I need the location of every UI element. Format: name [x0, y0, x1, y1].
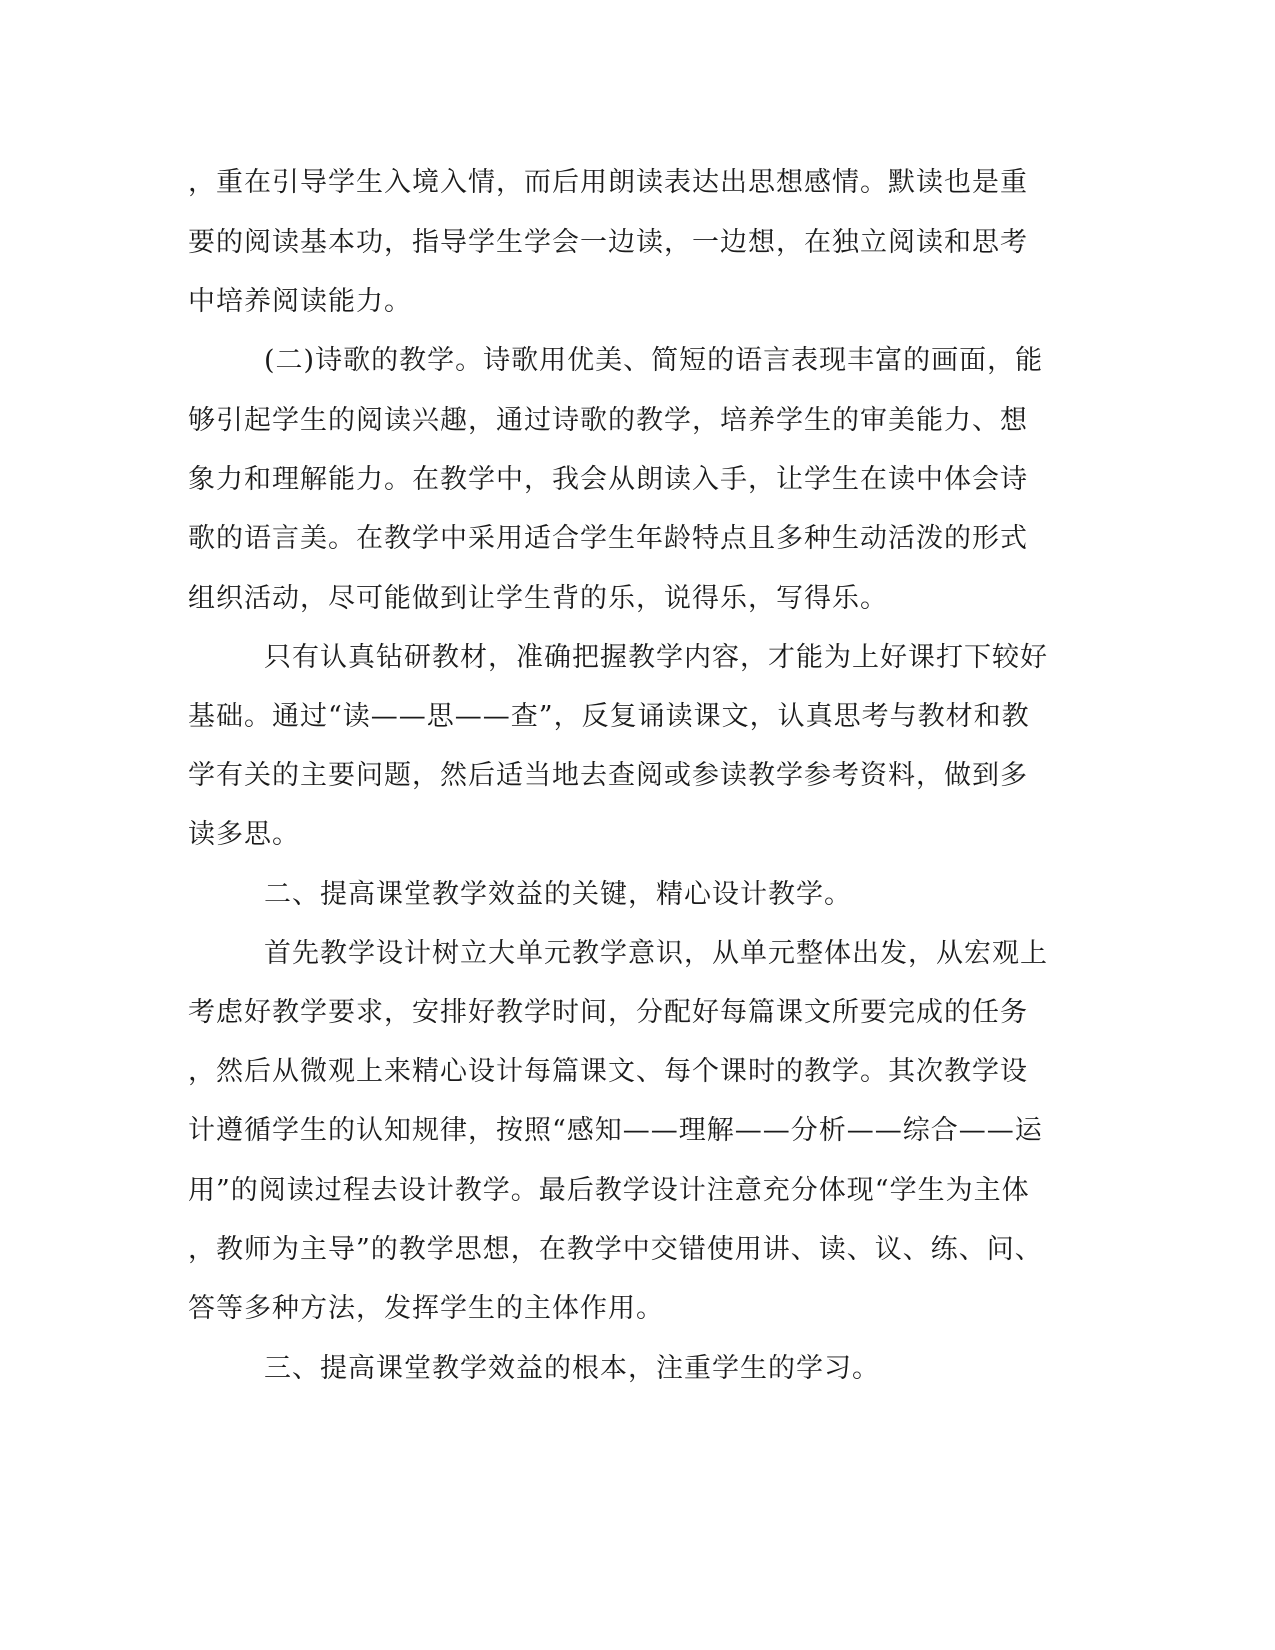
text-line: 要的阅读基本功，指导学生学会一边读，一边想，在独立阅读和思考	[188, 227, 1028, 258]
text-line: 用”的阅读过程去设计教学。最后教学设计注意充分体现“学生为主体	[188, 1175, 1030, 1206]
text-line: 组织活动，尽可能做到让学生背的乐，说得乐，写得乐。	[188, 583, 888, 614]
text-line: 歌的语言美。在教学中采用适合学生年龄特点且多种生动活泼的形式	[188, 523, 1028, 554]
section-heading: 二、提高课堂教学效益的关键，精心设计教学。	[264, 879, 852, 910]
paragraph-start-line: 只有认真钻研教材，准确把握教学内容，才能为上好课打下较好	[264, 642, 1048, 673]
text-line: ，重在引导学生入境入情，而后用朗读表达出思想感情。默读也是重	[188, 167, 1028, 198]
text-line: ，教师为主导”的教学思想，在教学中交错使用讲、读、议、练、问、	[188, 1234, 1043, 1265]
paragraph-start-line: 首先教学设计树立大单元教学意识，从单元整体出发，从宏观上	[264, 938, 1048, 969]
paragraph-start-line: (二)诗歌的教学。诗歌用优美、简短的语言表现丰富的画面，能	[264, 345, 1044, 376]
text-line: 中培养阅读能力。	[188, 286, 412, 317]
text-line: 答等多种方法，发挥学生的主体作用。	[188, 1293, 664, 1324]
text-line: 基础。通过“读——思——查”，反复诵读课文，认真思考与教材和教	[188, 701, 1030, 732]
text-line: 计遵循学生的认知规律，按照“感知——理解——分析——综合——运	[188, 1115, 1043, 1146]
text-line: 够引起学生的阅读兴趣，通过诗歌的教学，培养学生的审美能力、想	[188, 405, 1028, 436]
text-line: 考虑好教学要求，安排好教学时间，分配好每篇课文所要完成的任务	[188, 997, 1028, 1028]
text-line: ，然后从微观上来精心设计每篇课文、每个课时的教学。其次教学设	[188, 1056, 1028, 1087]
text-line: 读多思。	[188, 819, 300, 850]
text-line: 象力和理解能力。在教学中，我会从朗读入手，让学生在读中体会诗	[188, 464, 1028, 495]
section-heading: 三、提高课堂教学效益的根本，注重学生的学习。	[264, 1353, 880, 1384]
text-line: 学有关的主要问题，然后适当地去查阅或参读教学参考资料，做到多	[188, 760, 1028, 791]
